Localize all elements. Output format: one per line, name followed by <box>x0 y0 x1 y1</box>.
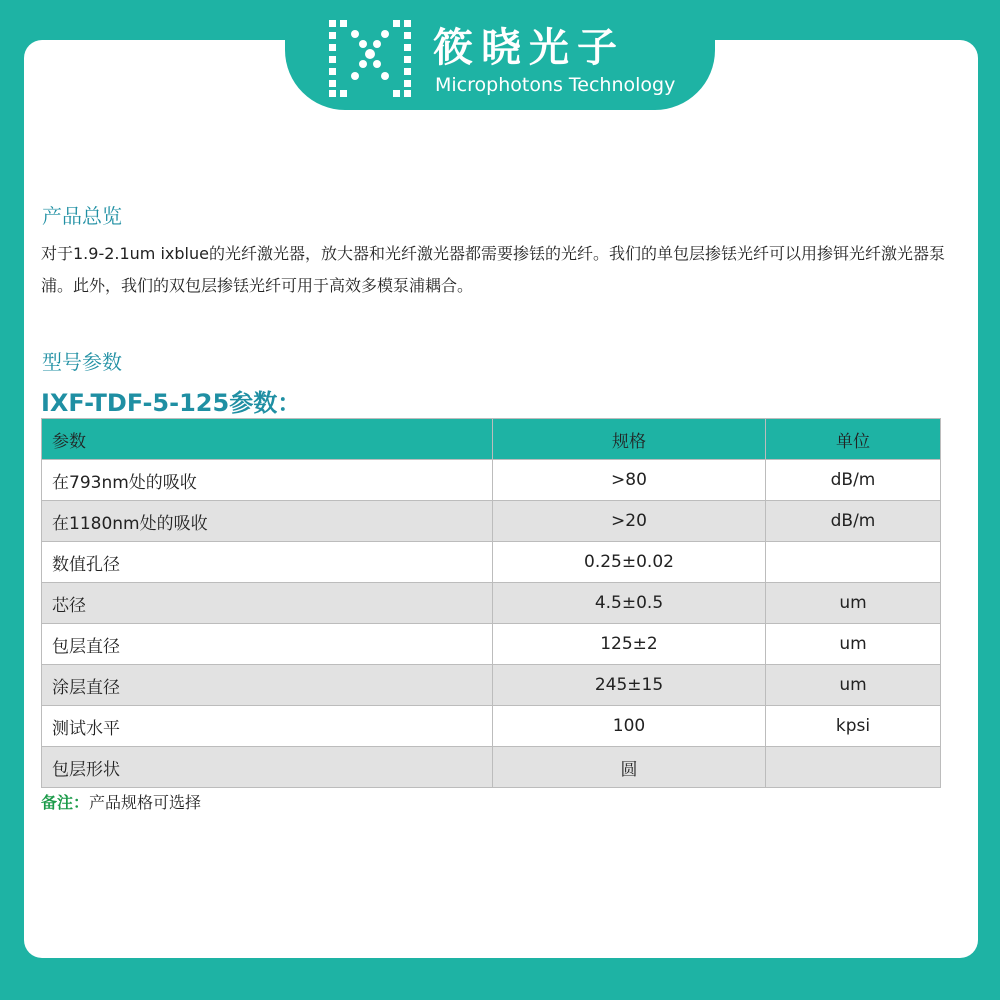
param-spec: >20 <box>493 501 766 542</box>
table-row <box>42 624 941 665</box>
param-name: 包层形状 <box>42 747 493 788</box>
header-tab <box>285 0 715 110</box>
param-spec: 100 <box>493 706 766 747</box>
param-name: 测试水平 <box>42 706 493 747</box>
param-unit: um <box>766 583 941 624</box>
dotted-x-logo-icon <box>325 14 415 100</box>
parameter-table <box>41 418 941 788</box>
note-text: 产品规格可选择 <box>89 793 202 812</box>
overview-title: 产品总览 <box>42 204 122 228</box>
param-name: 芯径 <box>42 583 493 624</box>
table-row <box>42 665 941 706</box>
param-spec: 圆 <box>493 747 766 788</box>
header-param: 参数 <box>42 419 493 460</box>
param-spec: 4.5±0.5 <box>493 583 766 624</box>
param-unit: kpsi <box>766 706 941 747</box>
table-row <box>42 583 941 624</box>
param-spec: 245±15 <box>493 665 766 706</box>
param-spec: 0.25±0.02 <box>493 542 766 583</box>
overview-text: 对于1.9-2.1um ixblue的光纤激光器，放大器和光纤激光器都需要掺铥的光纤。我们的单包层掺铥光纤可以用掺铒光纤激光器泵浦。此外，我们的双包层掺铥光纤可用于高效多模泵浦耦合。 <box>41 244 945 295</box>
header-unit: 单位 <box>766 419 941 460</box>
param-name: 在793nm处的吸收 <box>42 460 493 501</box>
model-section-title: 型号参数 <box>42 350 122 374</box>
table-row <box>42 501 941 542</box>
param-unit <box>766 542 941 583</box>
param-name: 在1180nm处的吸收 <box>42 501 493 542</box>
brand-name-cn: 筱晓光子 <box>433 25 625 71</box>
header-spec: 规格 <box>493 419 766 460</box>
note <box>41 790 201 813</box>
param-unit: um <box>766 665 941 706</box>
param-unit: dB/m <box>766 501 941 542</box>
table-header-row <box>42 419 941 460</box>
param-spec: >80 <box>493 460 766 501</box>
param-spec: 125±2 <box>493 624 766 665</box>
table-row <box>42 706 941 747</box>
table-row <box>42 542 941 583</box>
model-title: IXF-TDF-5-125参数： <box>41 389 302 417</box>
content-card <box>24 40 978 958</box>
param-name: 涂层直径 <box>42 665 493 706</box>
param-name: 数值孔径 <box>42 542 493 583</box>
table-row <box>42 460 941 501</box>
param-unit: dB/m <box>766 460 941 501</box>
param-unit <box>766 747 941 788</box>
brand-name-en: Microphotons Technology <box>435 74 676 96</box>
param-name: 包层直径 <box>42 624 493 665</box>
table-row <box>42 747 941 788</box>
param-unit: um <box>766 624 941 665</box>
note-label: 备注： <box>41 793 90 812</box>
